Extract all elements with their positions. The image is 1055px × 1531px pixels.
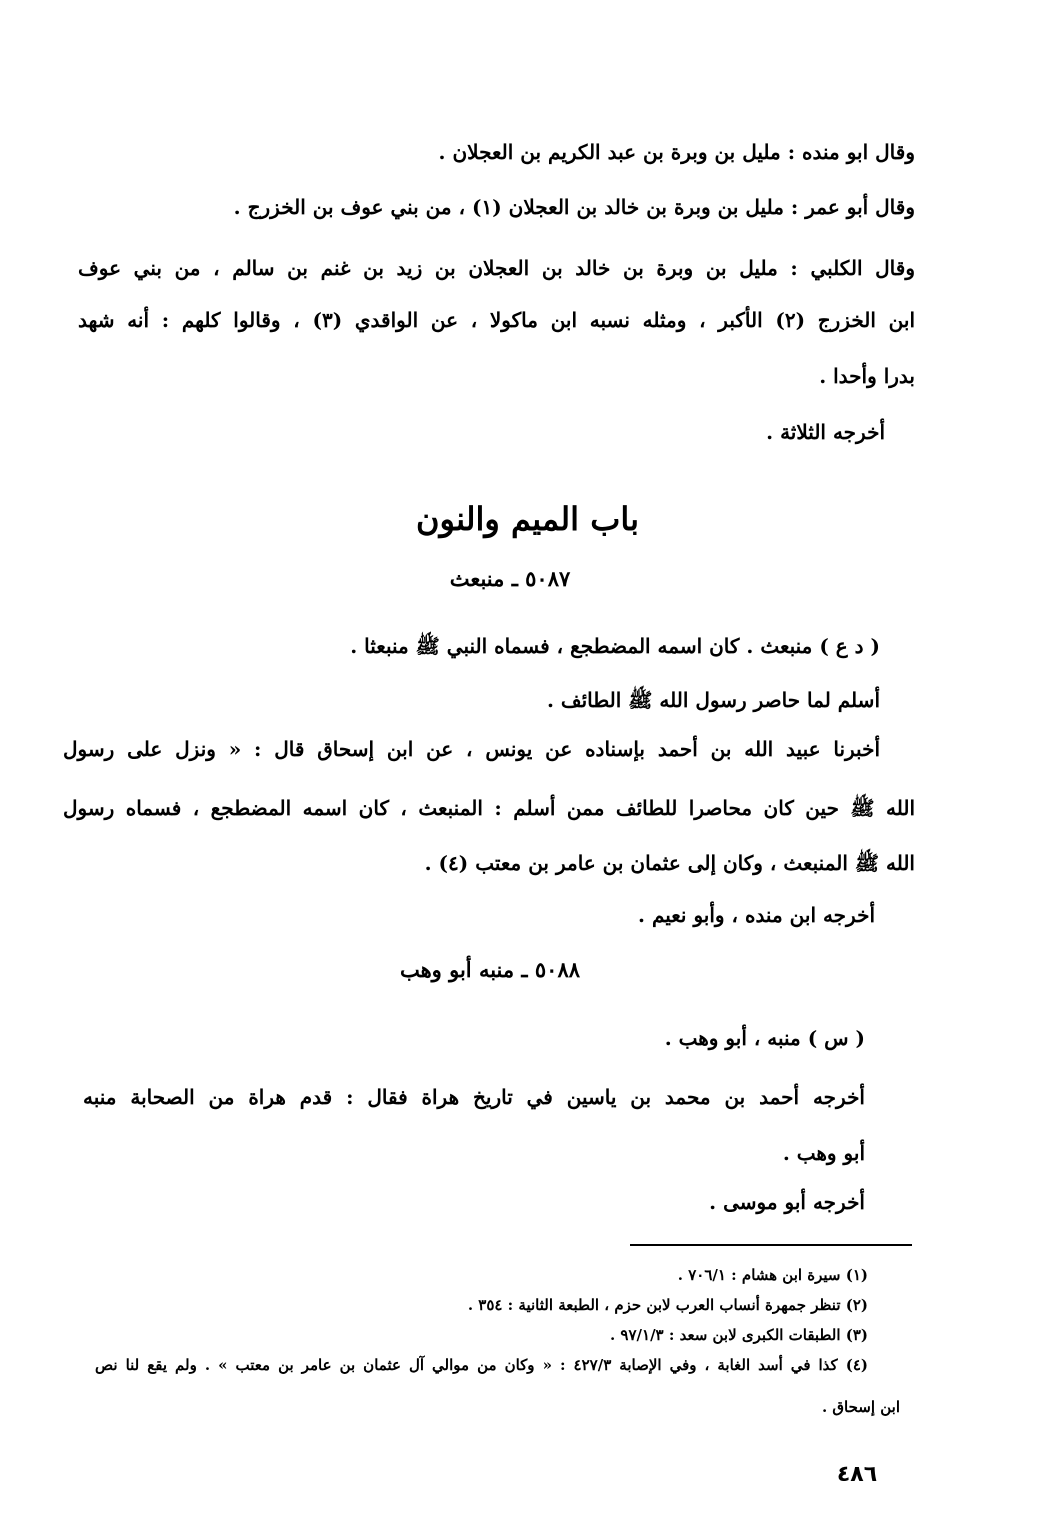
footnote: (٤) كذا في أسد الغابة ، وفي الإصابة ٤٢٧/٣ : « وكان من موالي آل عثمان بن عامر بن معتب » . ولم يقع لنا نص [95, 1356, 868, 1374]
entry-line: أخبرنا عبيد الله بن أحمد بإسناده عن يونس ، عن ابن إسحاق قال : « ونزل على رسول [63, 737, 880, 761]
entry-line: أخرجه أبو موسى . [709, 1190, 865, 1214]
paragraph-line: ابن الخزرج (٢) الأكبر ، ومثله نسبه ابن ماكولا ، عن الواقدي (٣) ، وقالوا كلهم : أنه شهد [78, 308, 915, 332]
entry-line: ( س ) منبه ، أبو وهب . [664, 1026, 865, 1050]
entry-line: الله ﷺ المنبعث ، وكان إلى عثمان بن عامر بن معتب (٤) . [424, 851, 915, 875]
paragraph-line: وقال الكلبي : مليل بن وبرة بن خالد بن العجلان بن زيد بن غنم بن سالم ، من بني عوف [78, 256, 915, 280]
paragraph-line: أخرجه الثلاثة . [766, 420, 885, 444]
entry-line: أخرجه أحمد بن محمد بن ياسين في تاريخ هراة فقال : قدم هراة من الصحابة منبه [83, 1085, 865, 1109]
entry-line: أسلم لما حاصر رسول الله ﷺ الطائف . [546, 688, 880, 712]
paragraph-line: وقال ابو منده : مليل بن وبرة بن عبد الكريم بن العجلان . [438, 140, 915, 164]
entry-line: ( د ع ) منبعث . كان اسمه المضطجع ، فسماه النبي ﷺ منبعثا . [350, 634, 880, 658]
entry-line: أبو وهب . [782, 1141, 865, 1165]
entry-line: أخرجه ابن منده ، وأبو نعيم . [638, 903, 875, 927]
footnote: (٢) تنظر جمهرة أنساب العرب لابن حزم ، الطبعة الثانية : ٣٥٤ . [467, 1296, 868, 1314]
paragraph-line: وقال أبو عمر : مليل بن وبرة بن خالد بن العجلان (١) ، من بني عوف بن الخزرج . [233, 195, 915, 219]
footnote: (١) سيرة ابن هشام : ٧٠٦/١ . [677, 1266, 868, 1284]
section-title: باب الميم والنون [416, 500, 639, 538]
footnote: ابن إسحاق . [821, 1398, 900, 1416]
paragraph-line: بدرا وأحدا . [819, 364, 915, 388]
page-number: ٤٨٦ [836, 1462, 878, 1487]
entry-heading: ٥٠٨٨ ـ منبه أبو وهب [399, 957, 581, 982]
entry-line: الله ﷺ حين كان محاصرا للطائف ممن أسلم : المنبعث ، كان اسمه المضطجع ، فسماه رسول [63, 796, 915, 820]
footnote: (٣) الطبقات الكبرى لابن سعد : ٩٧/١/٣ . [609, 1326, 868, 1344]
footnote-separator [630, 1244, 912, 1246]
entry-heading: ٥٠٨٧ ـ منبعث [449, 566, 571, 591]
